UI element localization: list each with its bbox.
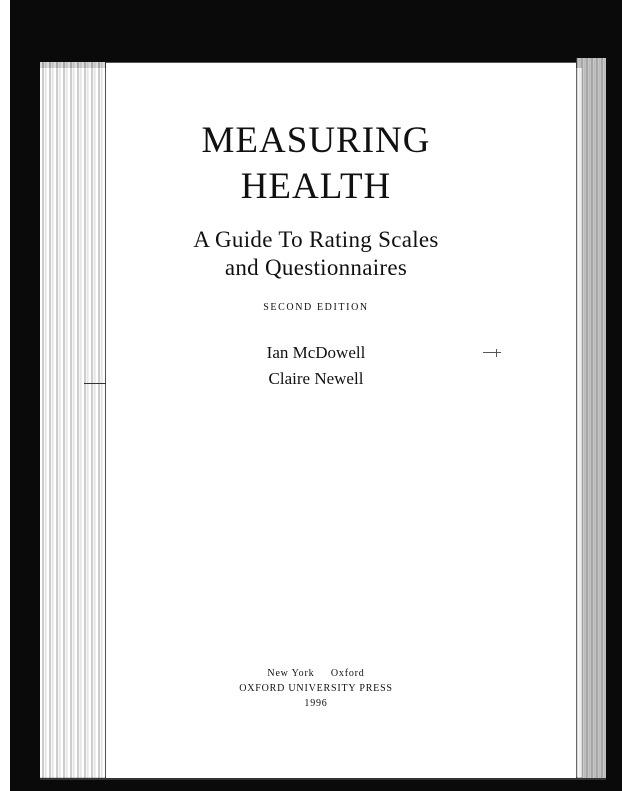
- publisher-imprint: [106, 666, 526, 711]
- page-stack-left: [40, 62, 106, 780]
- subtitle-line-2: and Questionnaires: [224, 255, 408, 280]
- edition-label: [106, 301, 526, 315]
- page-top-edge: [106, 62, 576, 63]
- stray-mark: [496, 349, 497, 357]
- title-line-1: MEASURING: [201, 120, 431, 161]
- stray-mark: [483, 352, 501, 353]
- author-1: Ian McDowell: [266, 343, 366, 362]
- book-subtitle: [106, 226, 526, 282]
- page-stack-right: [576, 58, 606, 780]
- edition-text: SECOND EDITION: [263, 302, 369, 313]
- author-2: Claire Newell: [268, 369, 364, 388]
- page-bottom-edge: [40, 778, 606, 780]
- authors: [106, 340, 526, 392]
- bookmark-ribbon: [84, 383, 106, 384]
- subtitle-line-1: A Guide To Rating Scales: [193, 227, 439, 252]
- title-line-2: HEALTH: [240, 166, 392, 207]
- publication-year: 1996: [304, 698, 328, 709]
- publisher-cities: New York Oxford: [267, 668, 365, 679]
- book-title: [106, 118, 526, 210]
- publisher-name: OXFORD UNIVERSITY PRESS: [239, 683, 393, 694]
- scan-border-left: [0, 0, 40, 791]
- scan-border-top: [40, 0, 622, 68]
